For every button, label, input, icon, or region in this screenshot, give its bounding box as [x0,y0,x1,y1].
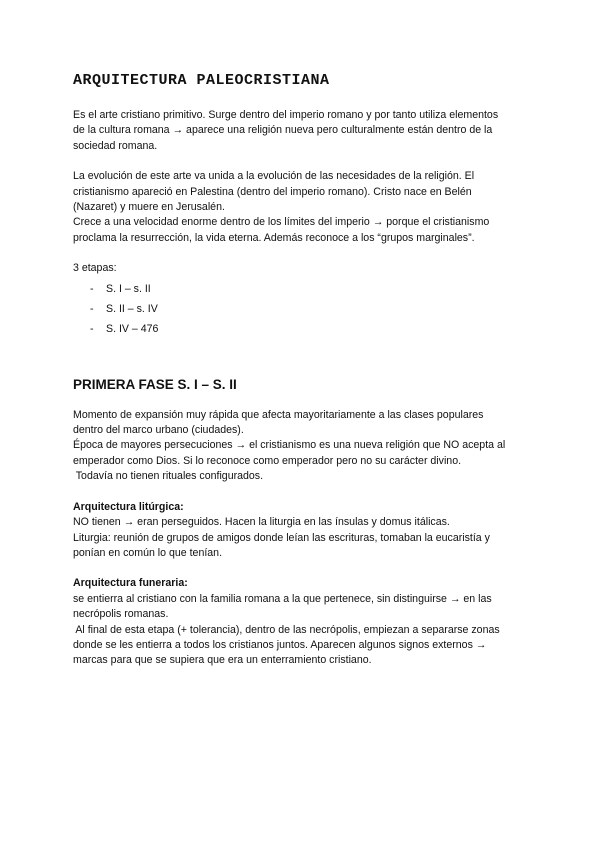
document-title: ARQUITECTURA PALEOCRISTIANA [73,72,330,89]
list-item [73,299,533,319]
text-line: Es el arte cristiano primitivo. Surge dentro del imperio romano y por tanto utiliza elementos [73,109,499,121]
text-line: NO tienen → eran perseguidos. Hacen la liturgia en las ínsulas y domus itálicas. [73,516,450,529]
stages-list [73,279,533,339]
text-line: Liturgia: reunión de grupos de amigos donde leían las escrituras, tomaban la eucaristía y [73,531,490,544]
list-item [73,319,533,339]
text-line: dentro del marco urbano (ciudades). [73,424,244,437]
text-line: proclama la resurrección, la vida eterna. Además reconoce a los “grupos marginales”. [73,231,475,244]
spacer [73,154,533,169]
spacer [73,339,533,375]
text-line: marcas para que se supiera que era un enterramiento cristiano. [73,654,372,667]
text-line: ponían en común lo que tenían. [73,546,223,559]
document-page [73,70,533,669]
text-line: se entierra al cristiano con la familia romana a la que pertenece, sin distinguirse → en las [73,592,492,605]
spacer [73,92,533,108]
text-line: Momento de expansión muy rápida que afecta mayoritariamente a las clases populares [73,408,484,421]
intro-paragraph [73,108,533,154]
spacer [73,395,533,408]
text-line: donde se les entierra a todos los cristianos juntos. Aparecen algunos signos externos → [73,638,487,651]
text-line: Al final de esta etapa (+ tolerancia), dentro de las necrópolis, empiezan a separarse zonas [73,623,500,636]
liturgica-paragraph [73,515,533,561]
text-line: necrópolis romanas. [73,608,169,621]
text-line: Todavía no tienen rituales configurados. [73,470,264,483]
phase1-heading: PRIMERA FASE S. I – S. II [73,376,237,392]
stages-label: 3 etapas: [73,262,117,275]
list-item-text: S. IV – 476 [106,322,159,335]
text-line: Crece a una velocidad enorme dentro de los límites del imperio → porque el cristianismo [73,216,490,229]
dash-bullet-icon: - [90,282,94,295]
spacer [73,246,533,261]
phase1-paragraph [73,408,533,485]
spacer [73,561,533,576]
text-line: (Nazaret) y muere en Jerusalén. [73,201,225,214]
dash-bullet-icon: - [90,302,94,315]
funeraria-paragraph [73,592,533,669]
text-line: sociedad romana. [73,139,158,152]
text-line: La evolución de este arte va unida a la evolución de las necesidades de la religión. El [73,170,475,183]
text-line: de la cultura romana → aparece una religión nueva pero culturalmente están dentro de la [73,124,493,137]
text-line: Época de mayores persecuciones → el cristianismo es una nueva religión que NO acepta al [73,439,506,452]
list-item-text: S. II – s. IV [106,302,158,315]
list-item [73,279,533,299]
evolution-paragraph [73,169,533,246]
list-item-text: S. I – s. II [106,282,151,295]
text-line: cristianismo apareció en Palestina (dentro del imperio romano). Cristo nace en Belén [73,185,472,198]
spacer [73,485,533,500]
text-line: emperador como Dios. Si lo reconoce como emperador pero no su carácter divino. [73,454,462,467]
dash-bullet-icon: - [90,322,94,335]
liturgica-heading: Arquitectura litúrgica: [73,500,184,513]
funeraria-heading: Arquitectura funeraria: [73,577,188,590]
